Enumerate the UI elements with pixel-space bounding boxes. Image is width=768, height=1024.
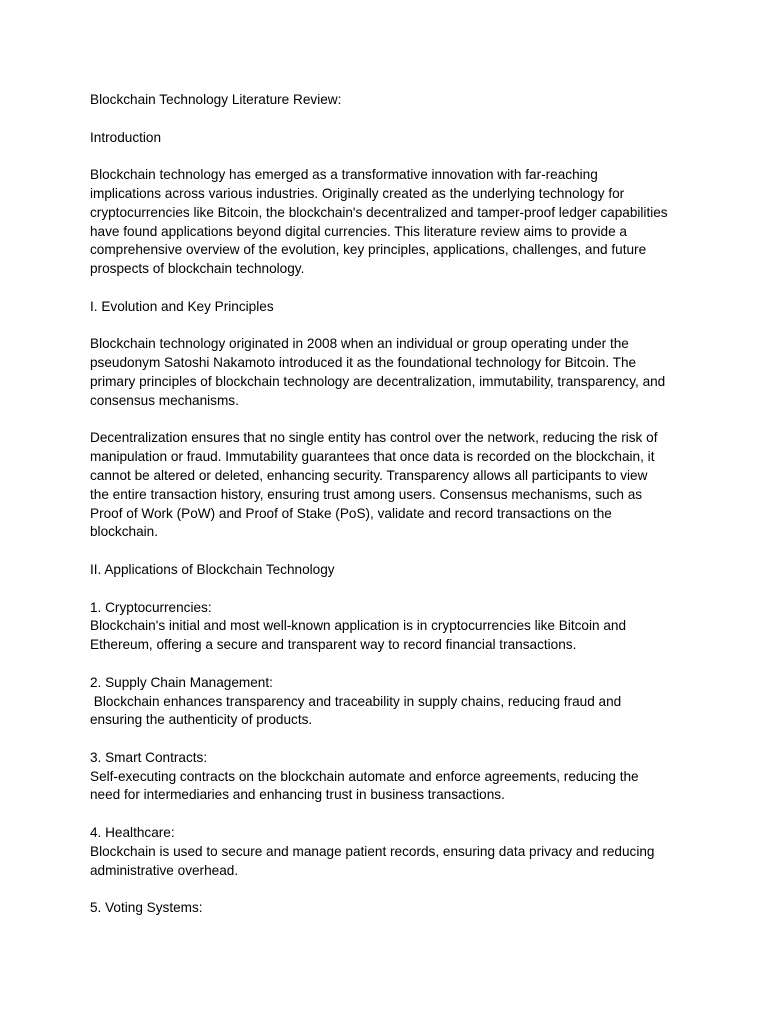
application-item-cryptocurrencies <box>90 599 690 655</box>
document-title: Blockchain Technology Literature Review: <box>90 92 342 107</box>
application-item-healthcare <box>90 824 690 880</box>
application-heading: 5. Voting Systems: <box>90 900 203 916</box>
paragraph-line: pseudonym Satoshi Nakamoto introduced it as the foundational technology for Bitcoin. The <box>90 355 637 371</box>
application-heading: 2. Supply Chain Management: <box>90 674 273 690</box>
paragraph-line: manipulation or fraud. Immutability guarantees that once data is recorded on the blockchain, it <box>90 449 655 465</box>
spacer <box>90 805 690 824</box>
intro-paragraph <box>90 166 690 279</box>
paragraph-line: Blockchain's initial and most well-known application is in cryptocurrencies like Bitcoin and <box>90 618 627 634</box>
section-heading-evolution: I. Evolution and Key Principles <box>90 298 274 314</box>
paragraph-line: cryptocurrencies like Bitcoin, the blockchain's decentralized and tamper-proof ledger capabilities <box>90 204 668 220</box>
paragraph-line: primary principles of blockchain technology are decentralization, immutability, transparency, and <box>90 373 666 389</box>
spacer <box>90 580 690 599</box>
application-item-voting-systems <box>90 899 690 918</box>
paragraph-line: Ethereum, offering a secure and transparent way to record financial transactions. <box>90 637 577 653</box>
application-item-smart-contracts <box>90 749 690 805</box>
paragraph-line: Blockchain technology has emerged as a transformative innovation with far-reaching <box>90 167 598 183</box>
paragraph-line: prospects of blockchain technology. <box>90 261 305 277</box>
paragraph-line: need for intermediaries and enhancing trust in business transactions. <box>90 787 505 803</box>
application-heading: 1. Cryptocurrencies: <box>90 599 212 615</box>
document-page <box>90 91 690 918</box>
paragraph-line: administrative overhead. <box>90 862 239 878</box>
spacer <box>90 317 690 336</box>
paragraph-line: consensus mechanisms. <box>90 392 239 408</box>
paragraph-line: Blockchain technology originated in 2008 when an individual or group operating under the <box>90 336 629 352</box>
paragraph-line: Blockchain enhances transparency and traceability in supply chains, reducing fraud and <box>90 693 622 709</box>
spacer <box>90 542 690 561</box>
section-heading-applications: II. Applications of Blockchain Technology <box>90 561 335 577</box>
intro-heading: Introduction <box>90 129 162 145</box>
paragraph-line: ensuring the authenticity of products. <box>90 712 313 728</box>
application-item-supply-chain <box>90 674 690 730</box>
paragraph-line: have found applications beyond digital currencies. This literature review aims to provide a <box>90 223 627 239</box>
spacer <box>90 880 690 899</box>
paragraph-line: the entire transaction history, ensuring trust among users. Consensus mechanisms, such as <box>90 486 643 502</box>
paragraph-line: cannot be altered or deleted, enhancing security. Transparency allows all participants to view <box>90 467 648 483</box>
evolution-paragraph-origin <box>90 335 690 410</box>
spacer <box>90 730 690 749</box>
spacer <box>90 110 690 129</box>
spacer <box>90 655 690 674</box>
evolution-paragraph-principles <box>90 429 690 542</box>
paragraph-line: Decentralization ensures that no single entity has control over the network, reducing the risk of <box>90 430 658 446</box>
application-heading: 3. Smart Contracts: <box>90 749 208 765</box>
paragraph-line: Self-executing contracts on the blockchain automate and enforce agreements, reducing the <box>90 768 639 784</box>
spacer <box>90 411 690 430</box>
application-heading: 4. Healthcare: <box>90 825 175 841</box>
paragraph-line: blockchain. <box>90 524 159 540</box>
paragraph-line: Blockchain is used to secure and manage patient records, ensuring data privacy and reducing <box>90 843 655 859</box>
paragraph-line: Proof of Work (PoW) and Proof of Stake (PoS), validate and record transactions on the <box>90 505 612 521</box>
spacer <box>90 279 690 298</box>
spacer <box>90 147 690 166</box>
paragraph-line: comprehensive overview of the evolution, key principles, applications, challenges, and future <box>90 242 647 258</box>
paragraph-line: implications across various industries. Originally created as the underlying technology for <box>90 185 625 201</box>
